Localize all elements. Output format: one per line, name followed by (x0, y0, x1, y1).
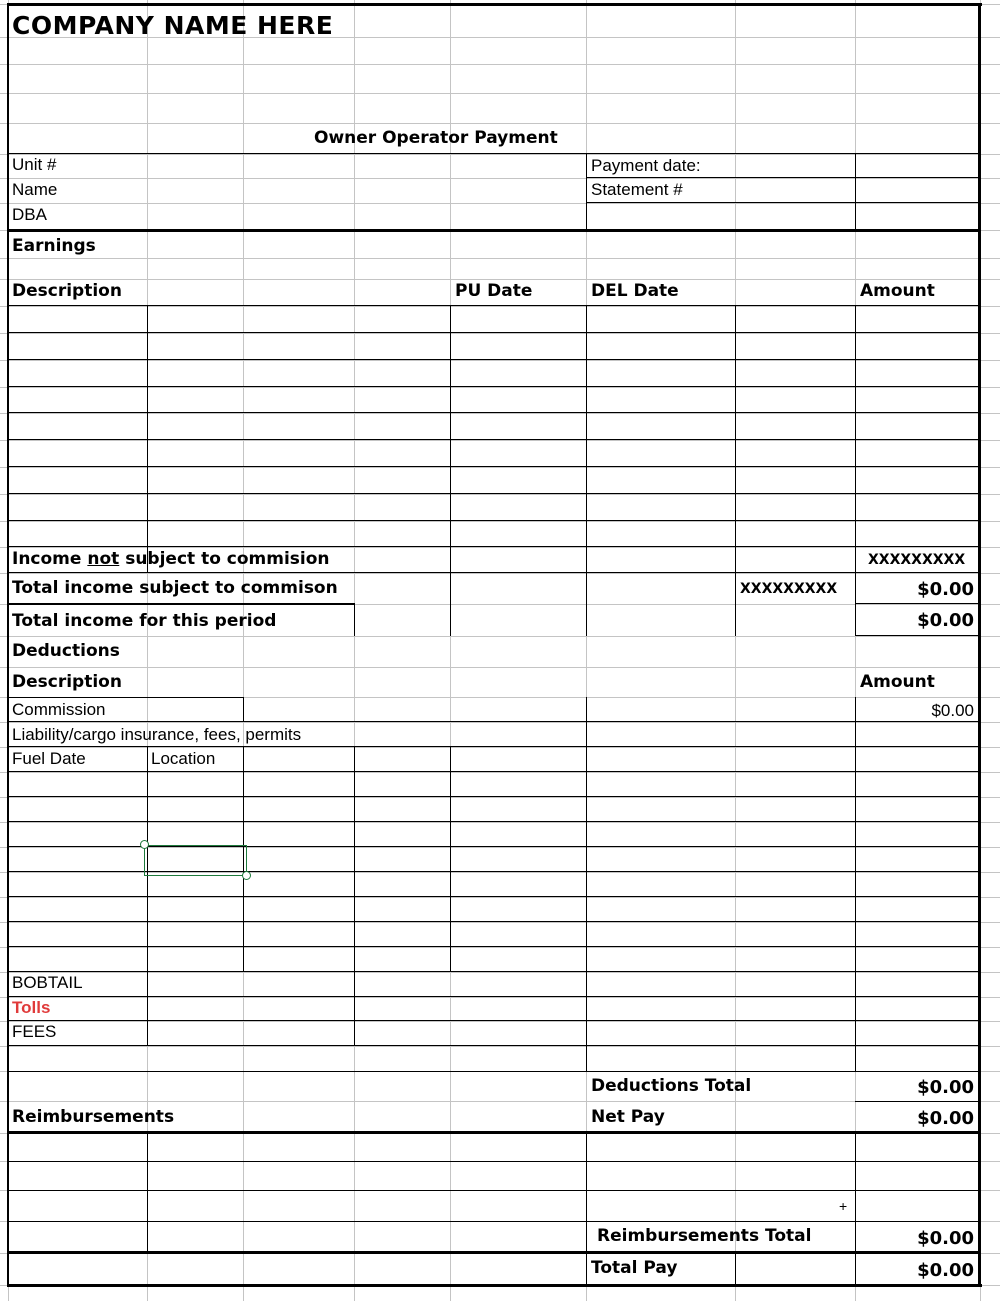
gridline-horizontal (0, 772, 1000, 773)
total-pay-label[interactable]: Total Pay (591, 1258, 678, 1278)
earnings-description-header[interactable]: Description (12, 281, 122, 301)
del-date-header[interactable]: DEL Date (591, 281, 679, 301)
pu-date-header[interactable]: PU Date (455, 281, 533, 301)
payment-date-label[interactable]: Payment date: (591, 156, 701, 175)
border-vertical (354, 603, 355, 636)
border-horizontal (8, 386, 980, 387)
border-horizontal (8, 721, 980, 722)
total-subject-value[interactable]: $0.00 (917, 579, 974, 600)
border-horizontal (8, 946, 980, 947)
location-header[interactable]: Location (151, 749, 216, 768)
gridline-horizontal (0, 413, 1000, 414)
gridline-horizontal (0, 93, 1000, 94)
border-horizontal (8, 153, 980, 154)
name-label[interactable]: Name (12, 180, 58, 199)
border-horizontal (8, 1071, 980, 1072)
company-name[interactable]: COMPANY NAME HERE (12, 11, 334, 40)
border-horizontal (8, 996, 980, 997)
border-horizontal (8, 697, 243, 698)
gridline-horizontal (0, 547, 1000, 548)
income-not-subject-mask[interactable]: XXXXXXXXX (868, 552, 966, 568)
gridline-vertical (243, 0, 244, 1301)
form-title[interactable]: Owner Operator Payment (314, 128, 558, 148)
border-horizontal (8, 332, 980, 333)
tolls-label[interactable]: Tolls (12, 998, 51, 1017)
gridline-horizontal (0, 178, 1000, 179)
gridline-horizontal (0, 1101, 1000, 1102)
total-pay-value[interactable]: $0.00 (917, 1260, 974, 1281)
deductions-total-label[interactable]: Deductions Total (591, 1076, 752, 1096)
gridline-horizontal (0, 573, 1000, 574)
border-horizontal (8, 305, 980, 306)
commission-value[interactable]: $0.00 (931, 701, 974, 720)
border-horizontal (8, 1251, 980, 1254)
gridline-horizontal (0, 897, 1000, 898)
gridline-vertical (735, 0, 736, 1301)
gridline-horizontal (0, 822, 1000, 823)
gridline-horizontal (0, 467, 1000, 468)
deductions-description-header[interactable]: Description (12, 672, 122, 692)
border-horizontal (586, 177, 980, 178)
gridline-horizontal (0, 1021, 1000, 1022)
border-vertical (354, 972, 355, 1046)
border-horizontal (8, 439, 980, 440)
border-horizontal (8, 771, 980, 772)
border-vertical (978, 3, 981, 1287)
border-vertical (586, 153, 587, 230)
border-horizontal (8, 572, 980, 573)
gridline-horizontal (0, 258, 1000, 259)
border-horizontal (8, 603, 355, 605)
total-period-value[interactable]: $0.00 (917, 610, 974, 631)
border-vertical (243, 697, 244, 722)
reimbursements-total-label[interactable]: Reimbursements Total (597, 1226, 812, 1246)
gridline-horizontal (0, 306, 1000, 307)
bobtail-label[interactable]: BOBTAIL (12, 973, 83, 992)
reimbursements-total-value[interactable]: $0.00 (917, 1228, 974, 1249)
fuel-date-header[interactable]: Fuel Date (12, 749, 86, 768)
gridline-horizontal (0, 922, 1000, 923)
plus-marker: + (839, 1198, 848, 1214)
gridline-horizontal (0, 797, 1000, 798)
gridline-horizontal (0, 333, 1000, 334)
border-horizontal (8, 896, 980, 897)
border-horizontal (8, 1131, 980, 1134)
border-vertical (450, 546, 451, 636)
earnings-amount-header[interactable]: Amount (860, 281, 935, 301)
gridline-horizontal (0, 636, 1000, 637)
border-horizontal (8, 821, 980, 822)
border-vertical (450, 746, 451, 972)
income-not-word: not (87, 549, 120, 569)
gridline-horizontal (0, 279, 1000, 280)
border-vertical (586, 697, 587, 1071)
deductions-heading[interactable]: Deductions (12, 641, 120, 661)
gridline-horizontal (0, 947, 1000, 948)
deductions-amount-header[interactable]: Amount (860, 672, 935, 692)
gridline-horizontal (0, 494, 1000, 495)
border-horizontal (8, 546, 980, 547)
border-vertical (7, 3, 9, 1287)
border-horizontal (855, 1101, 980, 1102)
statement-label[interactable]: Statement # (591, 180, 683, 199)
gridline-horizontal (0, 747, 1000, 748)
border-horizontal (8, 466, 980, 467)
border-horizontal (8, 1221, 980, 1222)
border-horizontal (8, 1161, 980, 1162)
gridline-horizontal (0, 667, 1000, 668)
dba-label[interactable]: DBA (12, 205, 47, 224)
border-horizontal (8, 520, 980, 521)
border-horizontal (7, 3, 982, 6)
active-cell-selection[interactable] (144, 845, 247, 876)
border-vertical (147, 1131, 148, 1253)
gridline-horizontal (0, 722, 1000, 723)
border-horizontal (8, 746, 980, 747)
gridline-vertical (450, 0, 451, 1301)
border-vertical (735, 1251, 736, 1287)
border-horizontal (855, 603, 980, 604)
gridline-horizontal (0, 521, 1000, 522)
border-horizontal (8, 412, 980, 413)
reimbursements-heading[interactable]: Reimbursements (12, 1107, 175, 1127)
border-horizontal (8, 1020, 980, 1021)
gridline-horizontal (0, 64, 1000, 65)
gridline-horizontal (0, 154, 1000, 155)
border-vertical (855, 697, 856, 1071)
border-horizontal (8, 971, 980, 972)
insurance-label[interactable]: Liability/cargo insurance, fees, permits (12, 725, 302, 744)
gridline-horizontal (0, 997, 1000, 998)
gridline-horizontal (0, 203, 1000, 204)
income-not-prefix: Income (12, 549, 88, 569)
border-horizontal (8, 1045, 980, 1046)
unit-label[interactable]: Unit # (12, 155, 57, 174)
selection-handle-top-left[interactable] (140, 840, 149, 849)
gridline-horizontal (0, 360, 1000, 361)
border-horizontal (8, 796, 980, 797)
selection-handle-bottom-right[interactable] (242, 871, 251, 880)
border-vertical (586, 546, 587, 636)
deductions-total-value[interactable]: $0.00 (917, 1077, 974, 1098)
border-vertical (586, 1251, 587, 1287)
border-horizontal (8, 493, 980, 494)
total-period-label[interactable]: Total income for this period (12, 611, 277, 631)
gridline-horizontal (0, 387, 1000, 388)
fees-label[interactable]: FEES (12, 1022, 57, 1041)
net-pay-label[interactable]: Net Pay (591, 1107, 665, 1127)
gridline-vertical (147, 0, 148, 1301)
gridline-horizontal (0, 972, 1000, 973)
gridline-horizontal (0, 1046, 1000, 1047)
border-vertical (354, 746, 355, 972)
total-subject-mask[interactable]: XXXXXXXXX (740, 581, 838, 597)
border-vertical (855, 153, 856, 230)
net-pay-value[interactable]: $0.00 (917, 1108, 974, 1129)
border-horizontal (8, 1190, 980, 1191)
border-vertical (735, 546, 736, 636)
border-vertical (147, 972, 148, 1046)
gridline-vertical (354, 0, 355, 1301)
earnings-heading[interactable]: Earnings (12, 236, 96, 256)
border-horizontal (8, 359, 980, 360)
border-horizontal (8, 921, 980, 922)
total-subject-label[interactable]: Total income subject to commison (12, 578, 338, 598)
gridline-horizontal (0, 123, 1000, 124)
border-horizontal (7, 1284, 982, 1287)
commission-label[interactable]: Commission (12, 700, 106, 719)
border-horizontal (855, 635, 980, 636)
income-not-subject-label[interactable] (12, 551, 330, 568)
gridline-horizontal (0, 440, 1000, 441)
income-not-suffix: subject to commision (119, 549, 330, 569)
border-horizontal (586, 202, 980, 203)
border-horizontal (8, 229, 980, 232)
border-vertical (586, 1131, 587, 1253)
